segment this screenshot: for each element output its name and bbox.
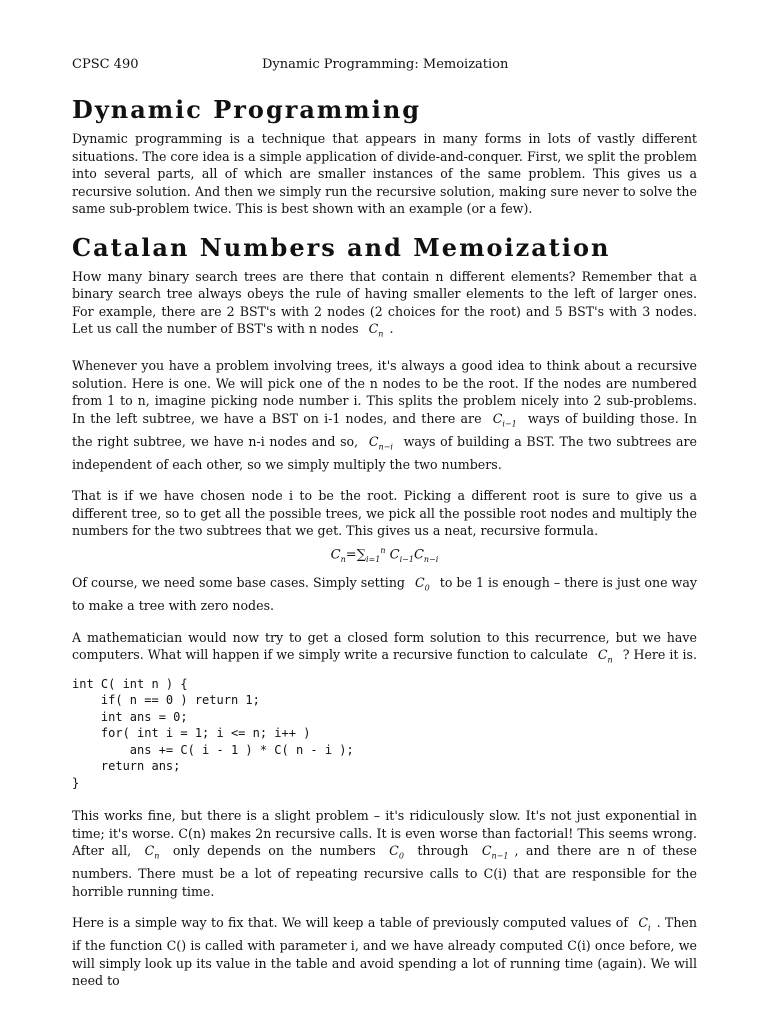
paragraph-slow: This works fine, but there is a slight problem – it's ridiculously slow. It's not just exponential in time; it's worse. C(n) makes 2n recursive calls. It is even worse than factorial! This seems wrong. After all, $C_n$ only depends on the numbers $C_0$ through $C_{n-1}$ , and there are n of these numbers. There must be a lot of repeating recursive calls to C(i) that are responsible for the horrible running time. (72, 808, 697, 899)
paragraph-bst-count: How many binary search trees are there that contain n different elements? Remember that a binary search tree always obeys the rule of having smaller elements to the left of larger ones. For example, there are 2 BST's with 2 nodes (2 choices for the root) and 5 BST's with 3 nodes. Let us call the number of BST's with n nodes $C_n$ . (72, 268, 697, 339)
math-c-i-minus-1: $C_{i-1}$ (492, 410, 517, 429)
paragraph-memo-table: Here is a simple way to fix that. We will keep a table of previously computed values of $C_i$ . Then if the function C() is called with parameter i, and we have already computed C(i) once before, we will simply look up its value in the table and avoid spending a lot of running time (again). We will need to (72, 915, 697, 989)
math-ci: $C_i$ (638, 915, 651, 933)
section-title-catalan: Catalan Numbers and Memoization (72, 232, 611, 262)
math-c-n-minus-i: $C_{n-i}$ (368, 433, 393, 452)
math-cn: $C_n$ (144, 843, 160, 861)
paragraph-recursive-solution: Whenever you have a problem involving trees, it's always a good idea to think about a recursive solution. Here is one. We will pick one of the n nodes to be the root. If the nodes are numbered from 1 to n, imagine picking node number i. This splits the problem nicely into 2 sub-problems. In the left subtree, we have a BST on i-1 nodes, and there are $C_{i-1}$ ways of building those. In the right subtree, we have n-i nodes and so, $C_{n-i}$ ways of building a BST. The two subtrees are independent of each other, so we simply multiply the two numbers. (72, 358, 697, 472)
paragraph-root-choice: That is if we have chosen node i to be the root. Picking a different root is sure to give us a different tree, so to get all the possible trees, we pick all the possible root nodes and multiply the numbers for the two subtrees that we get. This gives us a neat, recursive formula. (72, 488, 697, 539)
paragraph-base-case: Of course, we need some base cases. Simply setting $C_0$ to be 1 is enough – there is just one way to make a tree with zero nodes. (72, 575, 697, 614)
code-block-recursive-c: int C( int n ) { if( n == 0 ) return 1; int ans = 0; for( int i = 1; i <= n; i++ ) ans += C( i - 1 ) * C( n - i ); return ans; } (72, 676, 354, 790)
header-topic: Dynamic Programming: Memoization (262, 57, 509, 72)
math-cn: $C_n$ (368, 321, 384, 339)
math-c0: $C_0$ (415, 575, 430, 593)
paragraph-closed-form: A mathematician would now try to get a closed form solution to this recurrence, but we have computers. What will happen if we simply write a recursive function to calculate $C_n$ ? Here it is. (72, 629, 697, 665)
math-c0: $C_0$ (389, 843, 404, 861)
math-c-n-minus-1: $C_{n-1}$ (481, 843, 509, 861)
document-body (72, 94, 697, 1004)
math-cn: $C_n$ (597, 647, 613, 665)
paragraph-intro: Dynamic programming is a technique that appears in many forms in lots of vastly different situations. The core idea is a simple application of divide-and-conquer. First, we split the problem into several parts, all of which are smaller instances of the same problem. This gives us a recursive solution. And then we simply run the recursive solution, making sure never to solve the same sub-problem twice. This is best shown with an example (or a few). (72, 131, 697, 216)
course-code: CPSC 490 (72, 57, 139, 72)
section-title-dynamic-programming: Dynamic Programming (72, 95, 422, 124)
catalan-formula: $C_n=\sum_{i=1}^n$ $C_{i-1}C_{n-i}$ (330, 545, 439, 564)
